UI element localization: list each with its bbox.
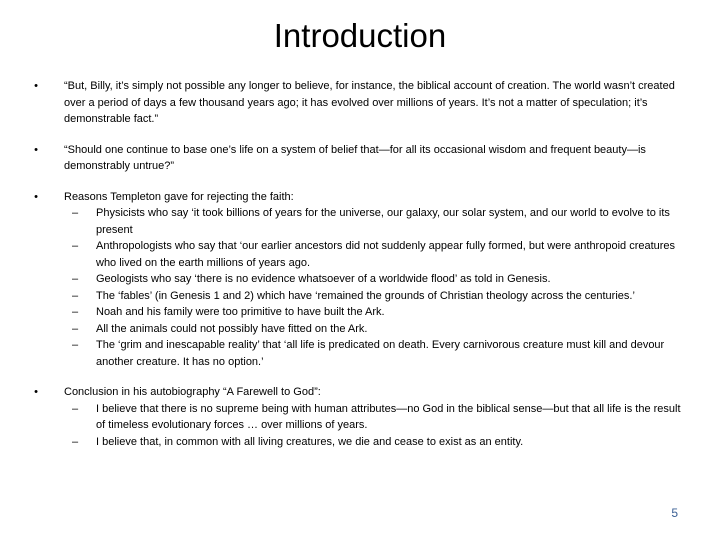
- dash-icon: –: [72, 435, 79, 448]
- dash-icon: –: [72, 289, 79, 302]
- dash-icon: –: [72, 273, 79, 285]
- bullet-text: Reasons Templeton gave for rejecting the faith:: [64, 190, 294, 203]
- sub-bullet-text: Geologists who say ‘there is no evidence whatsoever of a worldwide flood’ as told in Genesis.: [96, 273, 551, 285]
- sub-bullet-list: [64, 401, 690, 451]
- bullet-icon: •: [34, 190, 38, 203]
- bullet-icon: •: [34, 143, 38, 156]
- sub-bullet-item: [64, 288, 690, 305]
- sub-bullet-item: [64, 271, 690, 288]
- sub-bullet-list: [64, 205, 690, 370]
- sub-bullet-text: I believe that there is no supreme being with human attributes—no God in the biblical sense—but that all life is the result of timeless evolutionary forces … over millions of years.: [96, 402, 681, 431]
- bullet-item: [30, 78, 690, 128]
- sub-bullet-text: The ‘grim and inescapable reality’ that ‘all life is predicated on death. Every carnivorous creature must kill and devour another creature. It has no option.’: [96, 339, 665, 368]
- sub-bullet-item: [64, 304, 690, 321]
- bullet-text: Conclusion in his autobiography “A Farewell to God”:: [64, 386, 321, 398]
- dash-icon: –: [72, 240, 79, 252]
- sub-bullet-text: All the animals could not possibly have fitted on the Ark.: [96, 322, 368, 335]
- dash-icon: –: [72, 402, 79, 415]
- sub-bullet-item: [64, 321, 690, 338]
- dash-icon: –: [72, 322, 79, 335]
- dash-icon: –: [72, 207, 79, 219]
- sub-bullet-item: [64, 401, 690, 434]
- sub-bullet-item: [64, 238, 690, 271]
- bullet-text: “Should one continue to base one’s life on a system of belief that—for all its occasional wisdom and frequent beauty—is demonstrably untrue?”: [64, 143, 646, 172]
- sub-bullet-text: Noah and his family were too primitive to have built the Ark.: [96, 306, 385, 318]
- bullet-text: “But, Billy, it’s simply not possible any longer to believe, for instance, the biblical account of creation. The world wasn’t created over a period of days a few thousand years ago; it has evolved over millions of years. It’s not a matter of speculation; it’s demonstrable fact.”: [64, 80, 675, 125]
- bullet-item: [30, 189, 690, 371]
- sub-bullet-item: [64, 434, 690, 451]
- sub-bullet-item: [64, 337, 690, 370]
- dash-icon: –: [72, 339, 79, 351]
- bullet-icon: •: [34, 80, 38, 92]
- dash-icon: –: [72, 306, 79, 318]
- bullet-item: [30, 384, 690, 450]
- sub-bullet-text: The ‘fables’ (in Genesis 1 and 2) which have ‘remained the grounds of Christian theology across the centuries.’: [96, 289, 635, 302]
- sub-bullet-text: Anthropologists who say that ‘our earlier ancestors did not suddenly appear fully formed, but were anthropoid creatures who lived on the earth millions of years ago.: [96, 240, 676, 269]
- page-number: 5: [671, 506, 678, 520]
- sub-bullet-item: [64, 205, 690, 238]
- bullet-icon: •: [34, 386, 38, 398]
- slide-title: Introduction: [273, 17, 447, 54]
- bullet-list: [30, 78, 690, 464]
- sub-bullet-text: I believe that, in common with all living creatures, we die and cease to exist as an entity.: [96, 435, 524, 448]
- sub-bullet-text: Physicists who say ‘it took billions of years for the universe, our galaxy, our solar system, and our world to evolve to its present: [96, 207, 670, 236]
- bullet-item: [30, 142, 690, 175]
